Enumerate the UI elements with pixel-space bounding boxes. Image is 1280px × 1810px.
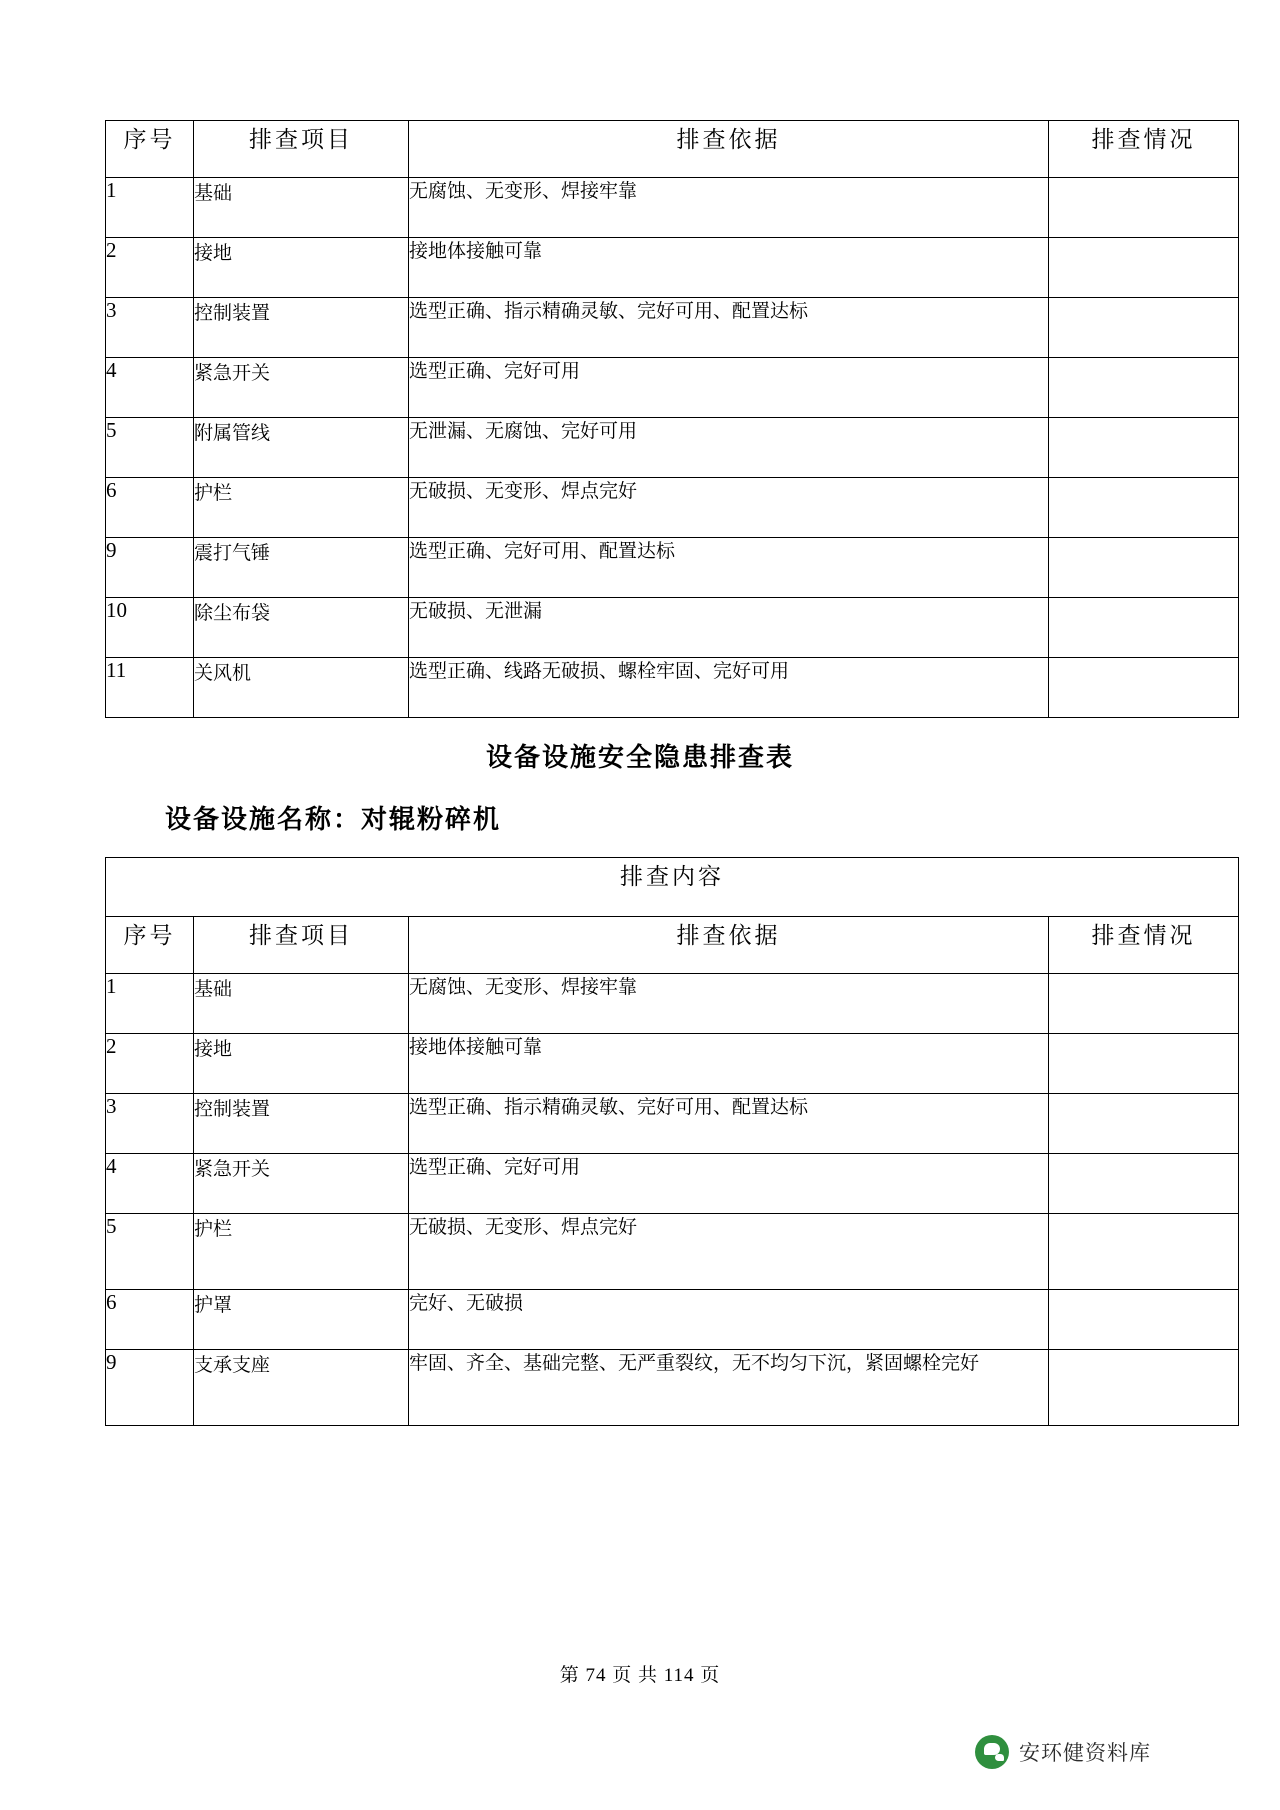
row-no: 5 <box>106 1213 194 1289</box>
row-basis: 接地体接触可靠 <box>409 1033 1049 1093</box>
column-header-item: 排查项目 <box>194 121 409 178</box>
row-no: 2 <box>106 238 194 298</box>
table-row <box>106 1033 1239 1093</box>
row-basis: 选型正确、线路无破损、螺栓牢固、完好可用 <box>409 658 1049 718</box>
row-basis: 选型正确、指示精确灵敏、完好可用、配置达标 <box>409 298 1049 358</box>
row-item: 接地 <box>194 1033 409 1093</box>
inspection-table-top <box>105 120 1239 718</box>
page-title: 设备设施安全隐患排查表 <box>485 743 794 772</box>
row-item: 基础 <box>194 178 409 238</box>
column-header-status: 排查情况 <box>1049 121 1239 178</box>
equipment-name-heading: 设备设施名称：对辊粉碎机 <box>165 805 502 835</box>
watermark <box>975 1735 1151 1769</box>
watermark-label: 安环健资料库 <box>1019 1742 1151 1765</box>
row-basis: 选型正确、完好可用 <box>409 1153 1049 1213</box>
row-basis: 选型正确、指示精确灵敏、完好可用、配置达标 <box>409 1093 1049 1153</box>
row-item: 附属管线 <box>194 418 409 478</box>
row-no: 9 <box>106 538 194 598</box>
row-basis: 牢固、齐全、基础完整、无严重裂纹，无不均匀下沉，紧固螺栓完好 <box>409 1349 1049 1425</box>
table-row <box>106 418 1239 478</box>
row-basis: 接地体接触可靠 <box>409 238 1049 298</box>
row-basis: 完好、无破损 <box>409 1289 1049 1349</box>
section-header-label: 排查内容 <box>106 857 1239 916</box>
table-row <box>106 238 1239 298</box>
column-header-basis: 排查依据 <box>409 121 1049 178</box>
row-status <box>1049 178 1239 238</box>
column-header-item: 排查项目 <box>194 916 409 973</box>
table-row <box>106 298 1239 358</box>
row-status <box>1049 973 1239 1033</box>
table-row <box>106 1093 1239 1153</box>
row-item: 护栏 <box>194 1213 409 1289</box>
row-status <box>1049 538 1239 598</box>
row-status <box>1049 1153 1239 1213</box>
row-item: 紧急开关 <box>194 1153 409 1213</box>
table-row <box>106 1349 1239 1425</box>
row-basis: 选型正确、完好可用、配置达标 <box>409 538 1049 598</box>
page-footer: 第 74 页 共 114 页 <box>559 1665 721 1686</box>
row-no: 10 <box>106 598 194 658</box>
table-row <box>106 1289 1239 1349</box>
row-status <box>1049 1349 1239 1425</box>
row-status <box>1049 298 1239 358</box>
table-row <box>106 478 1239 538</box>
table-row <box>106 358 1239 418</box>
table-row <box>106 1153 1239 1213</box>
row-item: 关风机 <box>194 658 409 718</box>
row-basis: 无腐蚀、无变形、焊接牢靠 <box>409 178 1049 238</box>
row-no: 6 <box>106 478 194 538</box>
row-no: 4 <box>106 358 194 418</box>
row-item: 支承支座 <box>194 1349 409 1425</box>
row-no: 3 <box>106 1093 194 1153</box>
table-header-row <box>106 121 1239 178</box>
row-item: 紧急开关 <box>194 358 409 418</box>
row-no: 11 <box>106 658 194 718</box>
row-status <box>1049 1289 1239 1349</box>
row-item: 控制装置 <box>194 1093 409 1153</box>
row-item: 控制装置 <box>194 298 409 358</box>
column-header-no: 序号 <box>106 916 194 973</box>
row-basis: 无腐蚀、无变形、焊接牢靠 <box>409 973 1049 1033</box>
row-basis: 选型正确、完好可用 <box>409 358 1049 418</box>
wechat-icon <box>975 1735 1009 1769</box>
row-no: 4 <box>106 1153 194 1213</box>
table-row <box>106 1213 1239 1289</box>
table-row <box>106 658 1239 718</box>
column-header-basis: 排查依据 <box>409 916 1049 973</box>
row-status <box>1049 238 1239 298</box>
row-no: 5 <box>106 418 194 478</box>
row-status <box>1049 1033 1239 1093</box>
row-status <box>1049 1213 1239 1289</box>
row-item: 除尘布袋 <box>194 598 409 658</box>
row-item: 基础 <box>194 973 409 1033</box>
row-status <box>1049 358 1239 418</box>
row-status <box>1049 658 1239 718</box>
column-header-status: 排查情况 <box>1049 916 1239 973</box>
row-status <box>1049 478 1239 538</box>
row-no: 1 <box>106 973 194 1033</box>
row-basis: 无破损、无泄漏 <box>409 598 1049 658</box>
row-status <box>1049 1093 1239 1153</box>
table-header-row <box>106 916 1239 973</box>
row-basis: 无泄漏、无腐蚀、完好可用 <box>409 418 1049 478</box>
table-row <box>106 598 1239 658</box>
row-item: 接地 <box>194 238 409 298</box>
table-row <box>106 178 1239 238</box>
row-basis: 无破损、无变形、焊点完好 <box>409 478 1049 538</box>
row-basis: 无破损、无变形、焊点完好 <box>409 1213 1049 1289</box>
table-row <box>106 538 1239 598</box>
row-no: 1 <box>106 178 194 238</box>
row-no: 6 <box>106 1289 194 1349</box>
inspection-table-bottom <box>105 857 1239 1426</box>
section-header-row <box>106 857 1239 916</box>
row-status <box>1049 598 1239 658</box>
column-header-no: 序号 <box>106 121 194 178</box>
table-row <box>106 973 1239 1033</box>
row-item: 震打气锤 <box>194 538 409 598</box>
row-no: 2 <box>106 1033 194 1093</box>
row-no: 9 <box>106 1349 194 1425</box>
row-item: 护罩 <box>194 1289 409 1349</box>
row-item: 护栏 <box>194 478 409 538</box>
row-no: 3 <box>106 298 194 358</box>
row-status <box>1049 418 1239 478</box>
